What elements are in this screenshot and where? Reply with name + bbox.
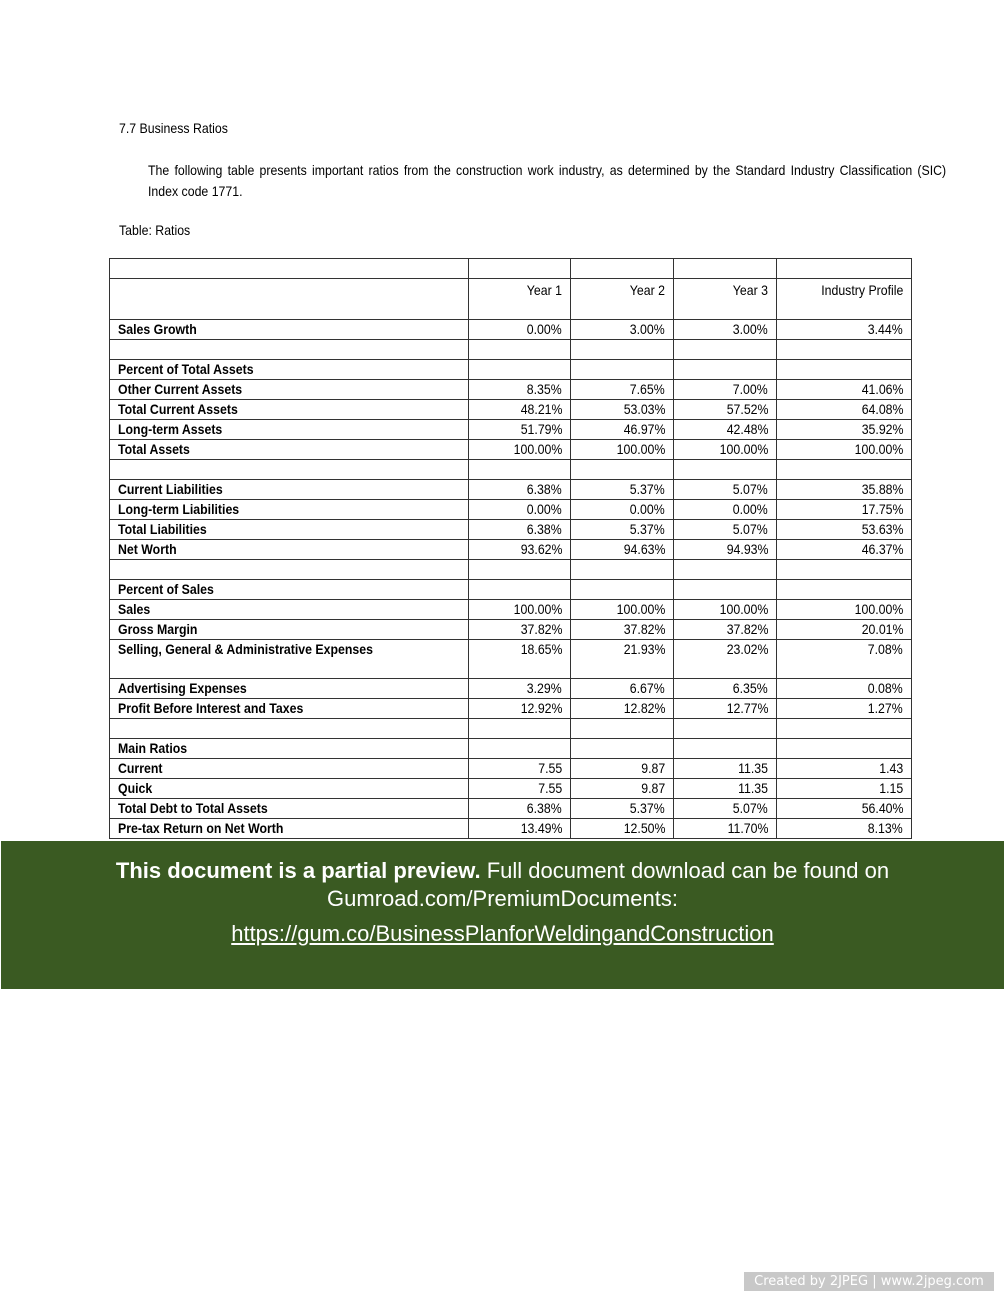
table-row xyxy=(110,440,912,460)
value-cell xyxy=(469,759,571,779)
value-cell xyxy=(674,259,777,279)
value-cell xyxy=(777,259,912,279)
cell-value: 100.00% xyxy=(513,601,562,617)
value-cell xyxy=(777,440,912,460)
value-cell xyxy=(674,739,777,759)
column-header-label: Industry Profile xyxy=(820,282,903,298)
cell-value: 21.93% xyxy=(623,641,665,657)
value-cell xyxy=(777,380,912,400)
cell-value: 0.00% xyxy=(527,321,562,337)
row-label: Net Worth xyxy=(118,541,177,557)
value-cell xyxy=(571,540,674,560)
cell-value: 0.00% xyxy=(733,501,768,517)
table-row xyxy=(110,719,912,739)
row-label-cell xyxy=(110,640,469,679)
value-cell xyxy=(674,440,777,460)
table-row xyxy=(110,779,912,799)
row-label-cell xyxy=(110,819,469,839)
value-cell xyxy=(571,560,674,580)
cell-value: 7.08% xyxy=(868,641,903,657)
row-label: Sales xyxy=(118,601,151,617)
table-row xyxy=(110,400,912,420)
value-cell xyxy=(469,600,571,620)
cell-value: 11.35 xyxy=(738,760,768,776)
value-cell xyxy=(469,460,571,480)
table-row xyxy=(110,600,912,620)
cell-value: 6.35% xyxy=(733,680,768,696)
row-label: Total Liabilities xyxy=(118,521,207,537)
row-label: Long-term Liabilities xyxy=(118,501,240,517)
row-label: Current Liabilities xyxy=(118,481,223,497)
cell-value: 23.02% xyxy=(726,641,768,657)
cell-value: 51.79% xyxy=(520,421,562,437)
cell-value: 7.65% xyxy=(630,381,665,397)
column-header xyxy=(777,279,912,320)
value-cell xyxy=(674,819,777,839)
value-cell xyxy=(571,400,674,420)
value-cell xyxy=(777,360,912,380)
cell-value: 5.37% xyxy=(630,521,665,537)
column-header xyxy=(469,279,571,320)
value-cell xyxy=(674,320,777,340)
table-row xyxy=(110,500,912,520)
value-cell xyxy=(674,360,777,380)
value-cell xyxy=(571,259,674,279)
banner-text: Full document download can be found on Gumroad.com/PremiumDocuments: xyxy=(327,858,890,911)
value-cell xyxy=(469,679,571,699)
cell-value: 18.65% xyxy=(520,641,562,657)
value-cell xyxy=(571,819,674,839)
value-cell xyxy=(469,719,571,739)
row-label: Advertising Expenses xyxy=(118,680,247,696)
cell-value: 100.00% xyxy=(719,601,768,617)
cell-value: 13.49% xyxy=(520,820,562,836)
value-cell xyxy=(469,320,571,340)
cell-value: 1.43 xyxy=(879,760,903,776)
table-row xyxy=(110,380,912,400)
value-cell xyxy=(571,380,674,400)
table-row xyxy=(110,420,912,440)
cell-value: 37.82% xyxy=(623,621,665,637)
value-cell xyxy=(777,400,912,420)
value-cell xyxy=(469,380,571,400)
table-row xyxy=(110,620,912,640)
cell-value: 100.00% xyxy=(616,601,665,617)
value-cell xyxy=(777,460,912,480)
value-cell xyxy=(469,340,571,360)
table-row xyxy=(110,360,912,380)
value-cell xyxy=(674,719,777,739)
table-header-row xyxy=(110,279,912,320)
row-label-cell xyxy=(110,759,469,779)
value-cell xyxy=(469,360,571,380)
row-label-cell xyxy=(110,699,469,719)
intro-paragraph xyxy=(148,160,946,202)
cell-value: 94.63% xyxy=(623,541,665,557)
cell-value: 93.62% xyxy=(520,541,562,557)
value-cell xyxy=(571,739,674,759)
value-cell xyxy=(571,580,674,600)
table-row xyxy=(110,699,912,719)
value-cell xyxy=(571,699,674,719)
value-cell xyxy=(469,699,571,719)
row-label-cell xyxy=(110,520,469,540)
ratios-table xyxy=(109,258,912,839)
table-row xyxy=(110,560,912,580)
cell-value: 6.67% xyxy=(630,680,665,696)
table-row xyxy=(110,320,912,340)
cell-value: 9.87 xyxy=(641,780,665,796)
table-row xyxy=(110,799,912,819)
row-label-cell xyxy=(110,500,469,520)
cell-value: 42.48% xyxy=(726,421,768,437)
value-cell xyxy=(571,340,674,360)
table-row xyxy=(110,540,912,560)
cell-value: 7.00% xyxy=(733,381,768,397)
row-label-cell xyxy=(110,779,469,799)
value-cell xyxy=(469,540,571,560)
value-cell xyxy=(571,679,674,699)
value-cell xyxy=(777,759,912,779)
cell-value: 12.92% xyxy=(520,700,562,716)
value-cell xyxy=(469,779,571,799)
value-cell xyxy=(777,580,912,600)
row-label: Pre-tax Return on Net Worth xyxy=(118,820,284,836)
row-label-cell xyxy=(110,580,469,600)
value-cell xyxy=(571,500,674,520)
value-cell xyxy=(571,440,674,460)
value-cell xyxy=(571,360,674,380)
value-cell xyxy=(674,480,777,500)
row-label-cell xyxy=(110,620,469,640)
value-cell xyxy=(674,540,777,560)
cell-value: 12.50% xyxy=(623,820,665,836)
value-cell xyxy=(674,420,777,440)
value-cell xyxy=(674,759,777,779)
value-cell xyxy=(571,480,674,500)
value-cell xyxy=(469,640,571,679)
banner-bold-text: This document is a partial preview. xyxy=(115,858,481,883)
value-cell xyxy=(674,460,777,480)
value-cell xyxy=(777,500,912,520)
row-label: Gross Margin xyxy=(118,621,198,637)
cell-value: 8.35% xyxy=(527,381,562,397)
banner-message xyxy=(1,857,1004,913)
cell-value: 46.97% xyxy=(623,421,665,437)
row-label: Total Debt to Total Assets xyxy=(118,800,268,816)
cell-value: 5.07% xyxy=(733,521,768,537)
value-cell xyxy=(674,799,777,819)
value-cell xyxy=(777,480,912,500)
cell-value: 64.08% xyxy=(861,401,903,417)
value-cell xyxy=(674,560,777,580)
value-cell xyxy=(571,600,674,620)
value-cell xyxy=(674,580,777,600)
cell-value: 100.00% xyxy=(854,441,903,457)
row-label-cell xyxy=(110,420,469,440)
value-cell xyxy=(571,520,674,540)
value-cell xyxy=(674,380,777,400)
value-cell xyxy=(777,620,912,640)
intro-text: The following table presents important ratios from the construction work industry, as determined by the Standard Industry Classification (SIC) Index code 1771. xyxy=(148,162,947,199)
cell-value: 3.44% xyxy=(868,321,903,337)
row-label-cell xyxy=(110,799,469,819)
cell-value: 37.82% xyxy=(726,621,768,637)
cell-value: 8.13% xyxy=(868,820,903,836)
cell-value: 100.00% xyxy=(854,601,903,617)
row-label: Total Assets xyxy=(118,441,190,457)
table-row xyxy=(110,759,912,779)
value-cell xyxy=(674,779,777,799)
row-label-cell xyxy=(110,460,469,480)
value-cell xyxy=(469,440,571,460)
cell-value: 57.52% xyxy=(726,401,768,417)
cell-value: 48.21% xyxy=(520,401,562,417)
row-label: Other Current Assets xyxy=(118,381,243,397)
section-heading: 7.7 Business Ratios xyxy=(119,120,228,136)
column-header-label: Year 2 xyxy=(629,282,665,298)
row-label-cell xyxy=(110,400,469,420)
row-label-cell xyxy=(110,259,469,279)
value-cell xyxy=(674,679,777,699)
column-header-label: Year 1 xyxy=(526,282,562,298)
value-cell xyxy=(469,500,571,520)
row-label: Long-term Assets xyxy=(118,421,223,437)
value-cell xyxy=(469,480,571,500)
column-header xyxy=(571,279,674,320)
row-label-cell xyxy=(110,560,469,580)
value-cell xyxy=(469,819,571,839)
table-caption: Table: Ratios xyxy=(119,222,191,238)
value-cell xyxy=(777,520,912,540)
value-cell xyxy=(674,620,777,640)
cell-value: 5.07% xyxy=(733,481,768,497)
column-header-label: Year 3 xyxy=(732,282,768,298)
table-row xyxy=(110,460,912,480)
row-label: Sales Growth xyxy=(118,321,197,337)
value-cell xyxy=(674,699,777,719)
value-cell xyxy=(674,500,777,520)
cell-value: 7.55 xyxy=(538,760,562,776)
row-label: Current xyxy=(118,760,163,776)
table-row xyxy=(110,520,912,540)
value-cell xyxy=(777,799,912,819)
cell-value: 0.00% xyxy=(630,501,665,517)
row-label: Profit Before Interest and Taxes xyxy=(118,700,304,716)
value-cell xyxy=(469,799,571,819)
value-cell xyxy=(674,340,777,360)
cell-value: 3.00% xyxy=(733,321,768,337)
cell-value: 46.37% xyxy=(861,541,903,557)
value-cell xyxy=(674,400,777,420)
value-cell xyxy=(777,540,912,560)
value-cell xyxy=(469,580,571,600)
value-cell xyxy=(469,520,571,540)
table-row xyxy=(110,640,912,679)
row-label-cell xyxy=(110,679,469,699)
table-row xyxy=(110,480,912,500)
value-cell xyxy=(674,520,777,540)
cell-value: 0.00% xyxy=(527,501,562,517)
value-cell xyxy=(777,320,912,340)
watermark: Created by 2JPEG | www.2jpeg.com xyxy=(744,1272,994,1291)
value-cell xyxy=(571,420,674,440)
value-cell xyxy=(571,640,674,679)
row-label-cell xyxy=(110,600,469,620)
row-label-cell xyxy=(110,340,469,360)
cell-value: 7.55 xyxy=(538,780,562,796)
value-cell xyxy=(469,620,571,640)
cell-value: 100.00% xyxy=(719,441,768,457)
cell-value: 100.00% xyxy=(513,441,562,457)
value-cell xyxy=(777,340,912,360)
cell-value: 53.03% xyxy=(623,401,665,417)
cell-value: 1.15 xyxy=(879,780,903,796)
cell-value: 94.93% xyxy=(726,541,768,557)
table-row xyxy=(110,819,912,839)
value-cell xyxy=(674,640,777,679)
cell-value: 100.00% xyxy=(616,441,665,457)
value-cell xyxy=(777,640,912,679)
cell-value: 5.37% xyxy=(630,800,665,816)
row-label-cell xyxy=(110,719,469,739)
cell-value: 5.37% xyxy=(630,481,665,497)
value-cell xyxy=(469,400,571,420)
cell-value: 41.06% xyxy=(861,381,903,397)
value-cell xyxy=(469,739,571,759)
cell-value: 12.77% xyxy=(726,700,768,716)
value-cell xyxy=(777,779,912,799)
cell-value: 11.35 xyxy=(738,780,768,796)
value-cell xyxy=(571,620,674,640)
value-cell xyxy=(777,600,912,620)
value-cell xyxy=(571,799,674,819)
cell-value: 9.87 xyxy=(641,760,665,776)
value-cell xyxy=(777,699,912,719)
value-cell xyxy=(469,259,571,279)
row-label-cell xyxy=(110,279,469,320)
row-label: Percent of Sales xyxy=(118,581,214,597)
row-label-cell xyxy=(110,480,469,500)
value-cell xyxy=(777,679,912,699)
value-cell xyxy=(571,719,674,739)
value-cell xyxy=(777,739,912,759)
download-link[interactable]: https://gum.co/BusinessPlanforWeldingandConstruction xyxy=(231,921,774,946)
row-label-cell xyxy=(110,739,469,759)
value-cell xyxy=(674,600,777,620)
value-cell xyxy=(469,420,571,440)
row-label-cell xyxy=(110,380,469,400)
row-label: Percent of Total Assets xyxy=(118,361,254,377)
column-header xyxy=(674,279,777,320)
cell-value: 6.38% xyxy=(527,521,562,537)
cell-value: 17.75% xyxy=(861,501,903,517)
cell-value: 6.38% xyxy=(527,481,562,497)
value-cell xyxy=(571,320,674,340)
cell-value: 56.40% xyxy=(861,800,903,816)
value-cell xyxy=(777,560,912,580)
row-label-cell xyxy=(110,360,469,380)
table-row xyxy=(110,679,912,699)
cell-value: 1.27% xyxy=(868,700,903,716)
table-row xyxy=(110,259,912,279)
cell-value: 3.29% xyxy=(527,680,562,696)
row-label-cell xyxy=(110,440,469,460)
row-label-cell xyxy=(110,540,469,560)
cell-value: 35.92% xyxy=(861,421,903,437)
cell-value: 11.70% xyxy=(727,820,768,836)
row-label: Main Ratios xyxy=(118,740,188,756)
cell-value: 3.00% xyxy=(630,321,665,337)
value-cell xyxy=(571,759,674,779)
cell-value: 12.82% xyxy=(623,700,665,716)
value-cell xyxy=(777,420,912,440)
cell-value: 53.63% xyxy=(861,521,903,537)
row-label-cell xyxy=(110,320,469,340)
cell-value: 20.01% xyxy=(861,621,903,637)
cell-value: 37.82% xyxy=(520,621,562,637)
row-label: Total Current Assets xyxy=(118,401,238,417)
cell-value: 6.38% xyxy=(527,800,562,816)
table-row xyxy=(110,739,912,759)
value-cell xyxy=(469,560,571,580)
cell-value: 5.07% xyxy=(733,800,768,816)
value-cell xyxy=(777,819,912,839)
table-row xyxy=(110,340,912,360)
cell-value: 0.08% xyxy=(868,680,903,696)
table-row xyxy=(110,580,912,600)
cell-value: 35.88% xyxy=(861,481,903,497)
row-label: Selling, General & Administrative Expenses xyxy=(118,641,373,657)
row-label: Quick xyxy=(118,780,153,796)
value-cell xyxy=(571,460,674,480)
value-cell xyxy=(777,719,912,739)
preview-banner xyxy=(1,841,1004,989)
value-cell xyxy=(571,779,674,799)
